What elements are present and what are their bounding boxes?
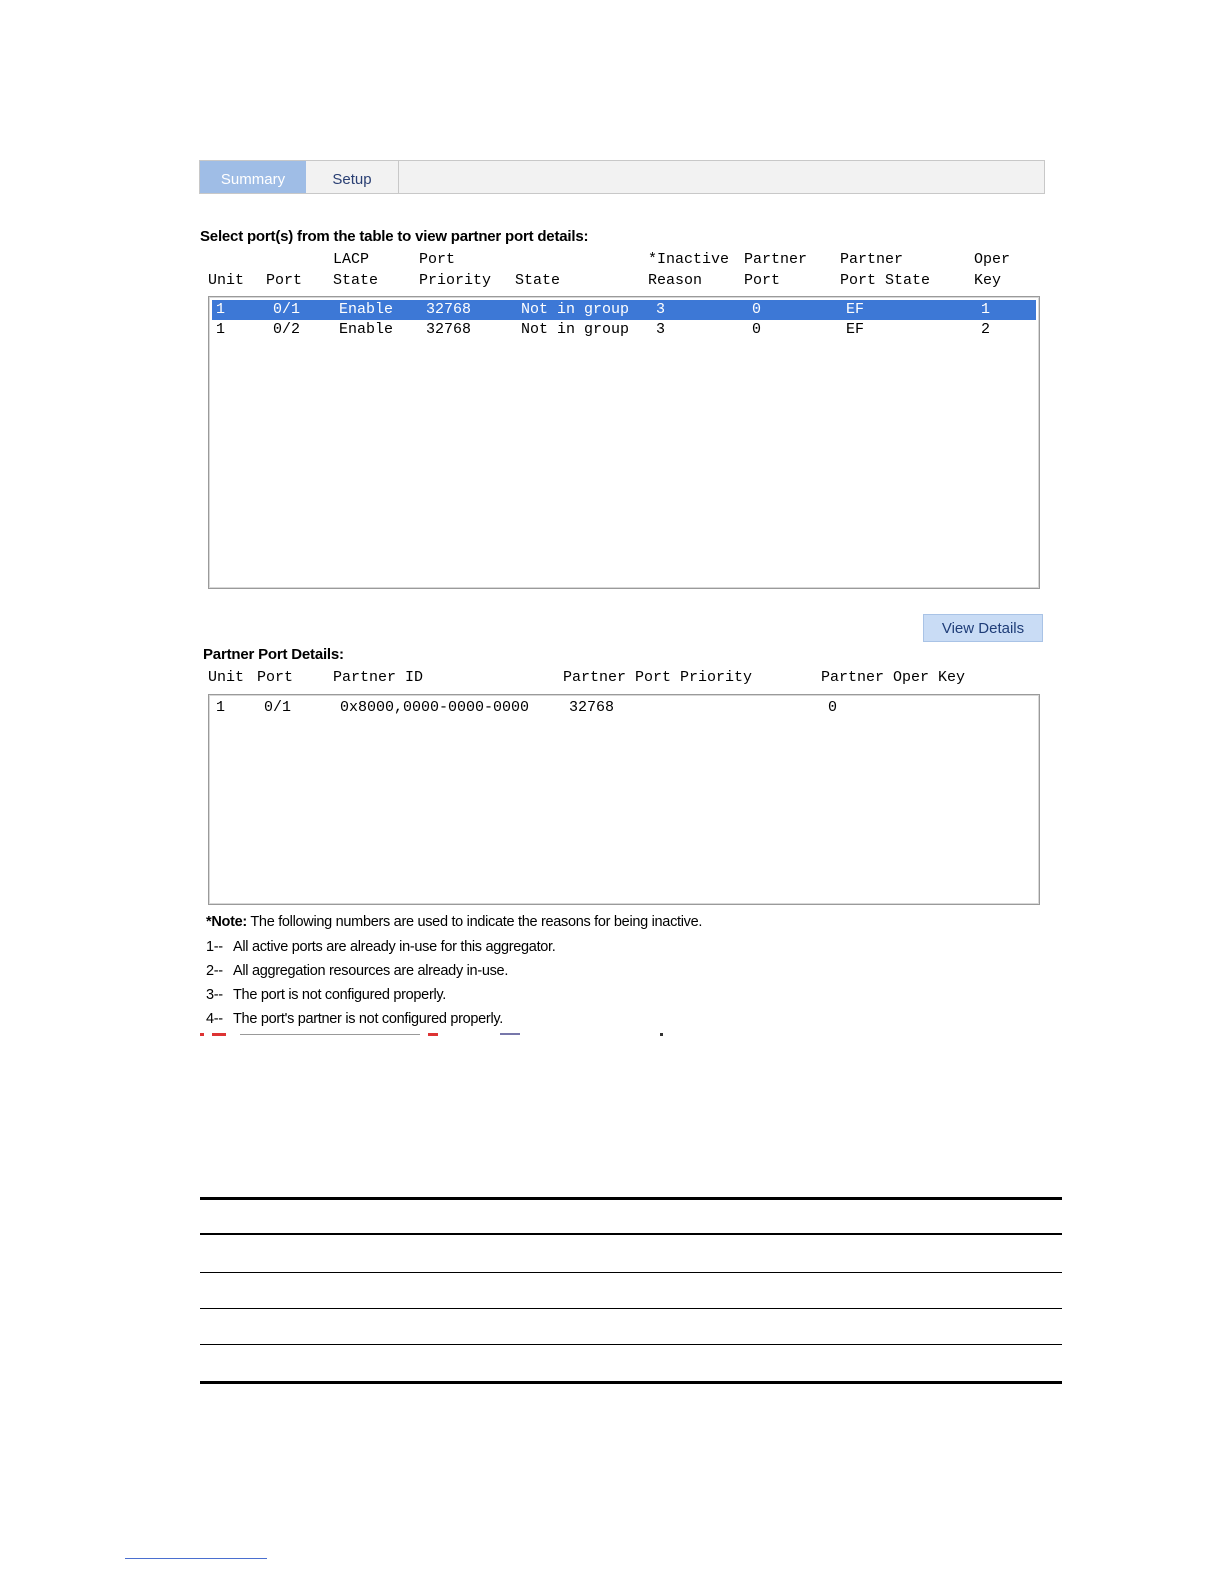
ports-listbox[interactable] [208, 296, 1040, 589]
header-partner-port-state-2: Port State [840, 272, 931, 289]
cell-port: 0/1 [273, 301, 301, 318]
header-lacp: LACP [333, 251, 370, 268]
cell-partner-port-priority: 32768 [569, 699, 615, 716]
note-item-number: 4-- [206, 1011, 223, 1027]
table-row-rule [200, 1308, 1062, 1309]
table-row[interactable] [212, 320, 1036, 340]
note-item-text: All aggregation resources are already in-use. [233, 963, 509, 979]
partner-header-unit: Unit [208, 669, 245, 686]
cell-inactive-reason: 3 [656, 301, 666, 318]
artifact-mark [428, 1033, 438, 1036]
table-header-rule [200, 1233, 1062, 1235]
note-text: The following numbers are used to indicate the reasons for being inactive. [250, 914, 703, 930]
partner-table-header [0, 669, 1224, 691]
header-partner-port-2: Port [744, 272, 781, 289]
cell-port-priority: 32768 [426, 301, 472, 318]
view-details-button[interactable]: View Details [923, 614, 1043, 642]
note-label: *Note: [206, 914, 247, 930]
artifact-mark [212, 1033, 226, 1036]
header-unit: Unit [208, 272, 245, 289]
cell-oper-key: 1 [981, 301, 991, 318]
cell-unit: 1 [216, 301, 226, 318]
table-row-rule [200, 1272, 1062, 1273]
tab-setup[interactable]: Setup [306, 161, 399, 193]
header-oper-1: Oper [974, 251, 1011, 268]
cell-partner-port-state: EF [846, 321, 865, 338]
cell-lacp-state: Enable [339, 321, 394, 338]
ports-table-header [0, 250, 1224, 294]
header-inactive-reason: Reason [648, 272, 703, 289]
footer-link-underline [125, 1558, 267, 1559]
cell-unit: 1 [216, 699, 226, 716]
artifact-mark [500, 1033, 520, 1035]
artifact-mark [200, 1033, 204, 1036]
note-item-text: The port is not configured properly. [233, 987, 446, 1003]
cropped-edge-strip [200, 1033, 670, 1036]
header-partner-port-1: Partner [744, 251, 808, 268]
partner-header-oper-key: Partner Oper Key [821, 669, 966, 686]
note-item [206, 939, 556, 955]
note-item [206, 1011, 503, 1027]
note-heading [206, 914, 702, 930]
cell-state: Not in group [521, 321, 630, 338]
table-row[interactable] [212, 698, 1036, 718]
note-item-text: The port's partner is not configured properly. [233, 1011, 503, 1027]
header-state: State [515, 272, 561, 289]
note-item-text: All active ports are already in-use for this aggregator. [233, 939, 556, 955]
partner-header-port: Port [257, 669, 294, 686]
cell-lacp-state: Enable [339, 301, 394, 318]
partner-header-priority: Partner Port Priority [563, 669, 753, 686]
cell-unit: 1 [216, 321, 226, 338]
table-top-rule [200, 1197, 1062, 1200]
note-item-number: 3-- [206, 987, 223, 1003]
note-item-number: 2-- [206, 963, 223, 979]
cell-partner-oper-key: 0 [828, 699, 838, 716]
cell-port: 0/1 [264, 699, 292, 716]
note-item [206, 963, 508, 979]
partner-caption: Partner Port Details: [203, 646, 344, 663]
tab-bar [199, 160, 1045, 194]
note-item [206, 987, 446, 1003]
artifact-mark [240, 1034, 420, 1035]
table-row-rule [200, 1344, 1062, 1345]
cell-partner-port: 0 [752, 301, 762, 318]
header-port-priority-1: Port [419, 251, 456, 268]
header-inactive: *Inactive [648, 251, 730, 268]
header-port-priority-2: Priority [419, 272, 492, 289]
artifact-mark [660, 1033, 663, 1036]
cell-port-priority: 32768 [426, 321, 472, 338]
header-partner-port-state-1: Partner [840, 251, 904, 268]
cell-oper-key: 2 [981, 321, 991, 338]
table-row[interactable] [212, 300, 1036, 320]
note-item-number: 1-- [206, 939, 223, 955]
cell-partner-port-state: EF [846, 301, 865, 318]
header-port: Port [266, 272, 303, 289]
partner-listbox[interactable] [208, 694, 1040, 905]
partner-header-partner-id: Partner ID [333, 669, 424, 686]
header-oper-key: Key [974, 272, 1002, 289]
cell-state: Not in group [521, 301, 630, 318]
cell-partner-port: 0 [752, 321, 762, 338]
cell-partner-id: 0x8000,0000-0000-0000 [340, 699, 530, 716]
header-lacp-state: State [333, 272, 379, 289]
ports-caption: Select port(s) from the table to view partner port details: [200, 228, 589, 245]
table-bottom-rule [200, 1381, 1062, 1384]
cell-port: 0/2 [273, 321, 301, 338]
tab-summary[interactable]: Summary [200, 161, 306, 193]
cell-inactive-reason: 3 [656, 321, 666, 338]
